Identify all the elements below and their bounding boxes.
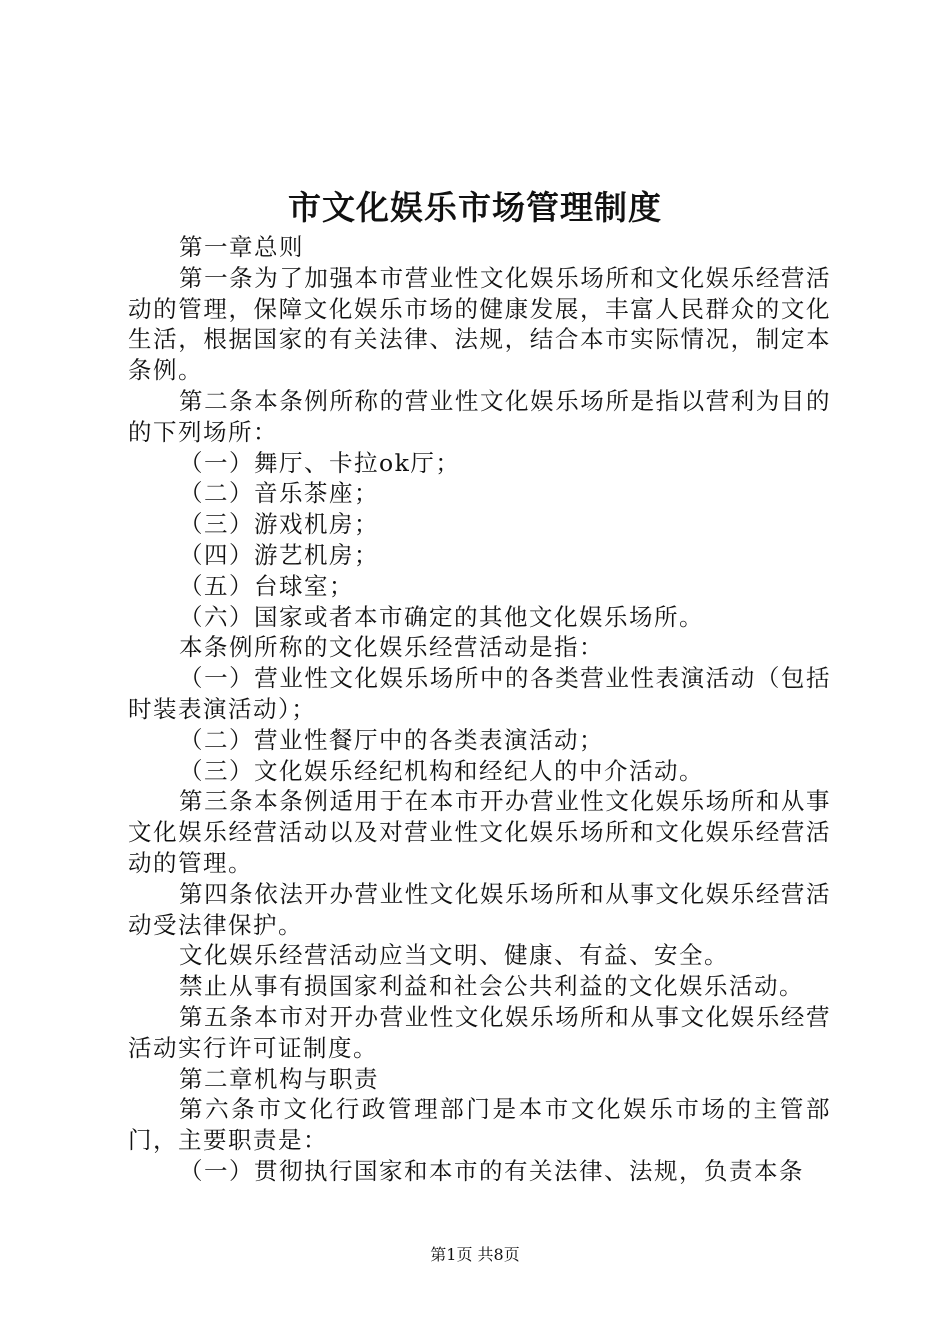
list-item: （一）贯彻执行国家和本市的有关法律、法规，负责本条 [179,1156,804,1185]
article-paragraph: 第五条本市对开办营业性文化娱乐场所和从事文化娱乐经营活动实行许可证制度。 [128,1002,831,1062]
list-item: （五）台球室； [179,571,354,600]
article-paragraph: 第一条为了加强本市营业性文化娱乐场所和文化娱乐经营活动的管理，保障文化娱乐市场的健康发展，丰富人民群众的文化生活，根据国家的有关法律、法规，结合本市实际情况，制定本条例。 [128,263,831,385]
document-title: 市文化娱乐市场管理制度 [288,188,662,227]
article-paragraph: 第六条市文化行政管理部门是本市文化娱乐市场的主管部门，主要职责是： [128,1095,831,1155]
list-item: （三）游戏机房； [179,510,379,539]
list-item: （二）营业性餐厅中的各类表演活动； [179,725,604,754]
article-paragraph: 第二条本条例所称的营业性文化娱乐场所是指以营利为目的的下列场所： [128,386,831,446]
list-item: （一）舞厅、卡拉ok厅； [179,448,461,477]
list-item: （二）音乐茶座； [179,479,379,508]
list-item: （一）营业性文化娱乐场所中的各类营业性表演活动（包括时装表演活动）； [128,664,831,723]
page-number-footer: 第1页 共8页 [430,1245,520,1264]
article-paragraph: 禁止从事有损国家利益和社会公共利益的文化娱乐活动。 [179,972,804,1001]
document-body [128,232,831,1187]
chapter-heading: 第一章总则 [179,233,304,261]
chapter-heading: 第二章机构与职责 [179,1064,379,1093]
article-paragraph: 第三条本条例适用于在本市开办营业性文化娱乐场所和从事文化娱乐经营活动以及对营业性文化娱乐场所和文化娱乐经营活动的管理。 [128,787,831,877]
article-paragraph: 文化娱乐经营活动应当文明、健康、有益、安全。 [179,941,729,970]
article-paragraph: 本条例所称的文化娱乐经营活动是指： [179,633,604,662]
article-paragraph: 第四条依法开办营业性文化娱乐场所和从事文化娱乐经营活动受法律保护。 [128,879,831,939]
list-item: （六）国家或者本市确定的其他文化娱乐场所。 [179,602,704,631]
list-item: （四）游艺机房； [179,540,379,569]
list-item: （三）文化娱乐经纪机构和经纪人的中介活动。 [179,756,704,785]
